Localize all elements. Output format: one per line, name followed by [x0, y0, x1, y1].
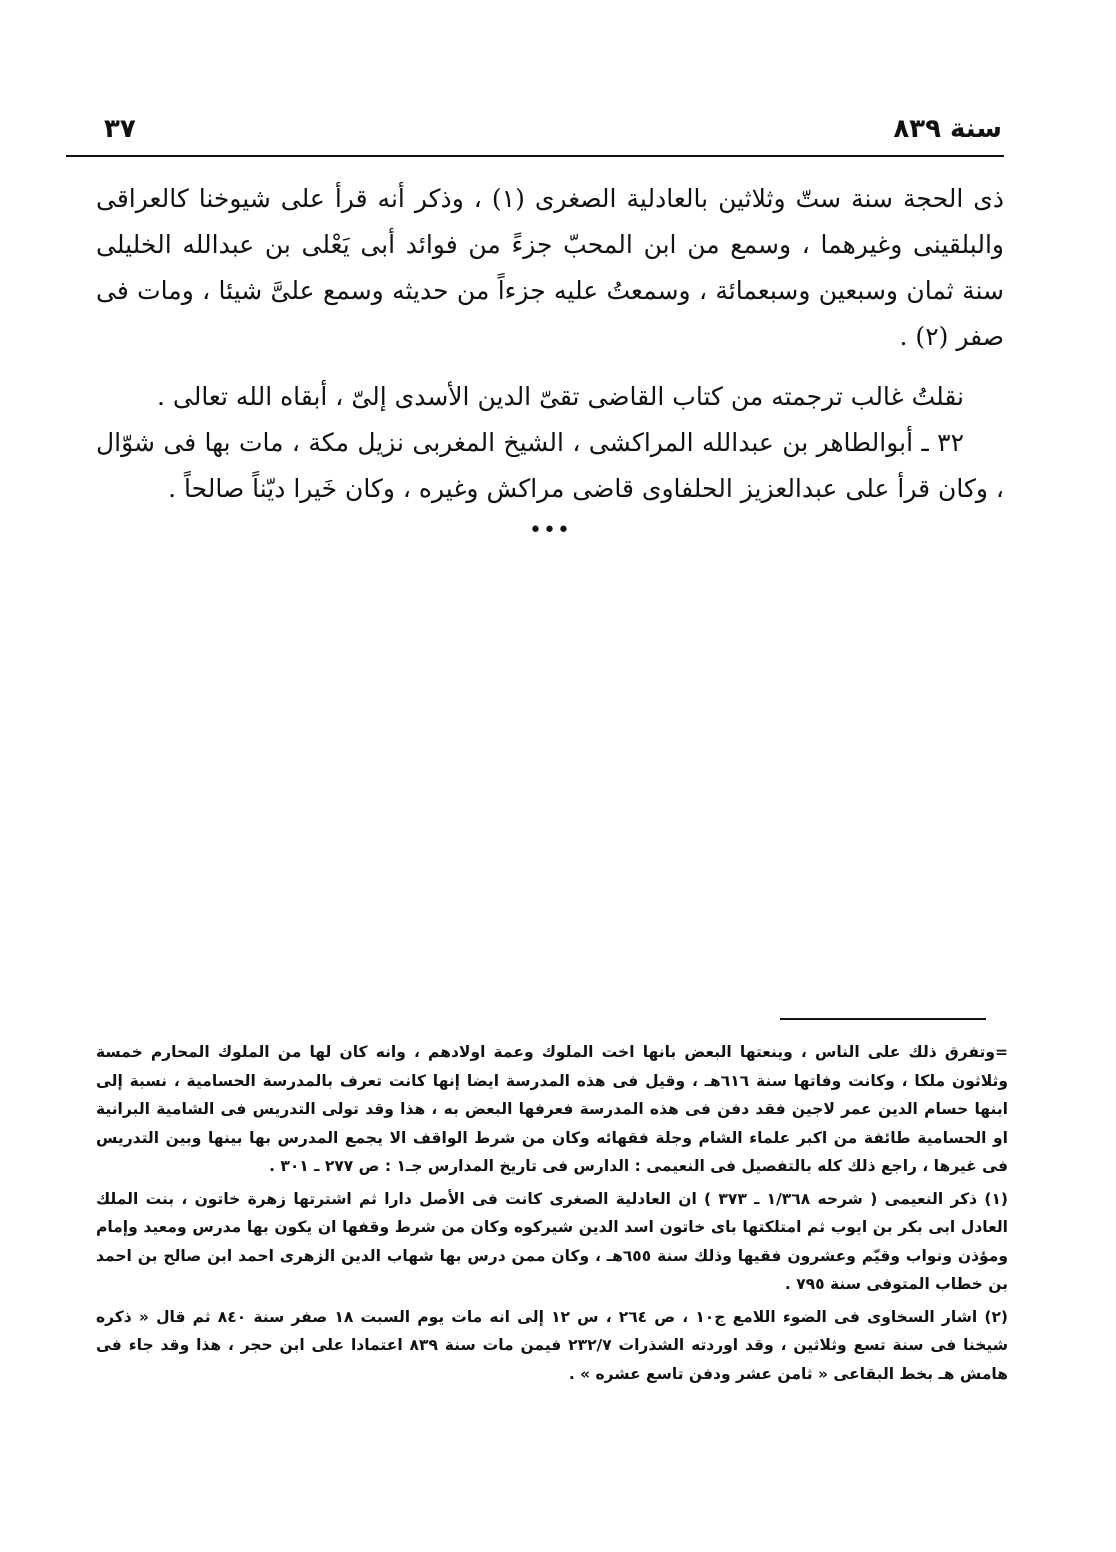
footnotes — [96, 1038, 1008, 1388]
footnote-2: (٢) اشار السخاوى فى الضوء اللامع ج١٠ ، ص ٢٦٤ ، س ١٢ إلى انه مات يوم السبت ١٨ صفر سنة ٨٤٠ ثم قال « ذكره شيخنا فى سنة تسع وثلاثين ، وقد اوردته الشذرات ٢٣٢/٧ فيمن مات سنة ٨٣٩ اعتمادا على ابن حجر ، هذا وقد جاء فى هامش هـ بخط البقاعى « ثامن عشر ودفن تاسع عشره » . — [96, 1307, 1008, 1383]
section-ornament: ••• — [529, 518, 571, 543]
header-rule — [66, 155, 1004, 157]
body-paragraph: ذى الحجة سنة ستّ وثلاثين بالعادلية الصغرى (١) ، وذكر أنه قرأ على شيوخنا كالعراقى والبلقينى وغيرهما ، وسمع من ابن المحبّ جزءً من فوائد أبى يَعْلى بن عبدالله الخليلى سنة ثمان وسبعين وسبعمائة ، وسمعتُ عليه جزءاً من حديثه وسمع علىَّ شيئا ، ومات فى صفر (٢) . — [96, 184, 1004, 351]
footnote-continuation: =وتفرق ذلك على الناس ، وينعتها البعض بانها اخت الملوك وعمة اولادهم ، وانه كان لها من الملوك المحارم خمسة وثلاثون ملكا ، وكانت وفاتها سنة ٦١٦هـ ، وقيل فى هذه المدرسة ايضا إنها كانت تعرف بالمدرسة الحسامية ، نسبة إلى ابنها حسام الدين عمر لاجين فقد دفن فى هذه المدرسة فعرفها البعض به ، هذا وقد تولى التدريس فى الشامية البرانية او الحسامية طائفة من اكبر علماء الشام وجلة فقهائه وكان من شرط الواقف الا يجمع المدرس بها بينها وبين التدريس فى غيرها ، راجع ذلك كله بالتفصيل فى النعيمى : الدارس فى تاريخ المدارس جـ١ : ص ٢٧٧ ـ ٣٠١ . — [96, 1043, 1008, 1175]
page-header — [66, 112, 1002, 152]
running-head: سنة ٨٣٩ — [893, 114, 1002, 144]
page-number: ٣٧ — [104, 114, 136, 144]
main-text — [96, 176, 1004, 512]
body-paragraph: نقلتُ غالب ترجمته من كتاب القاضى تقىّ الدين الأسدى إلىّ ، أبقاه الله تعالى . — [156, 382, 964, 411]
biography-entry: ٣٢ ـ أبوالطاهر بن عبدالله المراكشى ، الشيخ المغربى نزيل مكة ، مات بها فى شوّال ، وكان قرأ على عبدالعزيز الحلفاوى قاضى مراكش وغيره ، وكان خَيرا ديّناً صالحاً . — [96, 428, 1004, 503]
footnote-rule — [780, 1018, 986, 1020]
footnote-1: (١) ذكر النعيمى ( شرحه ١/٣٦٨ ـ ٣٧٣ ) ان العادلية الصغرى كانت فى الأصل دارا ثم اشترتها زهرة خاتون ، بنت الملك العادل ابى بكر بن ايوب ثم امتلكتها باى خاتون اسد الدين شيركوه وكان من شرط وقفها ان يكون بها مدرس ومعيد وإمام ومؤذن ونواب وقيّم وعشرون فقيها وذلك سنة ٦٥٥هـ ، وكان ممن درس بها شهاب الدين الزهرى احمد ابن صالح بن احمد بن خطاب المتوفى سنة ٧٩٥ . — [96, 1189, 1009, 1293]
